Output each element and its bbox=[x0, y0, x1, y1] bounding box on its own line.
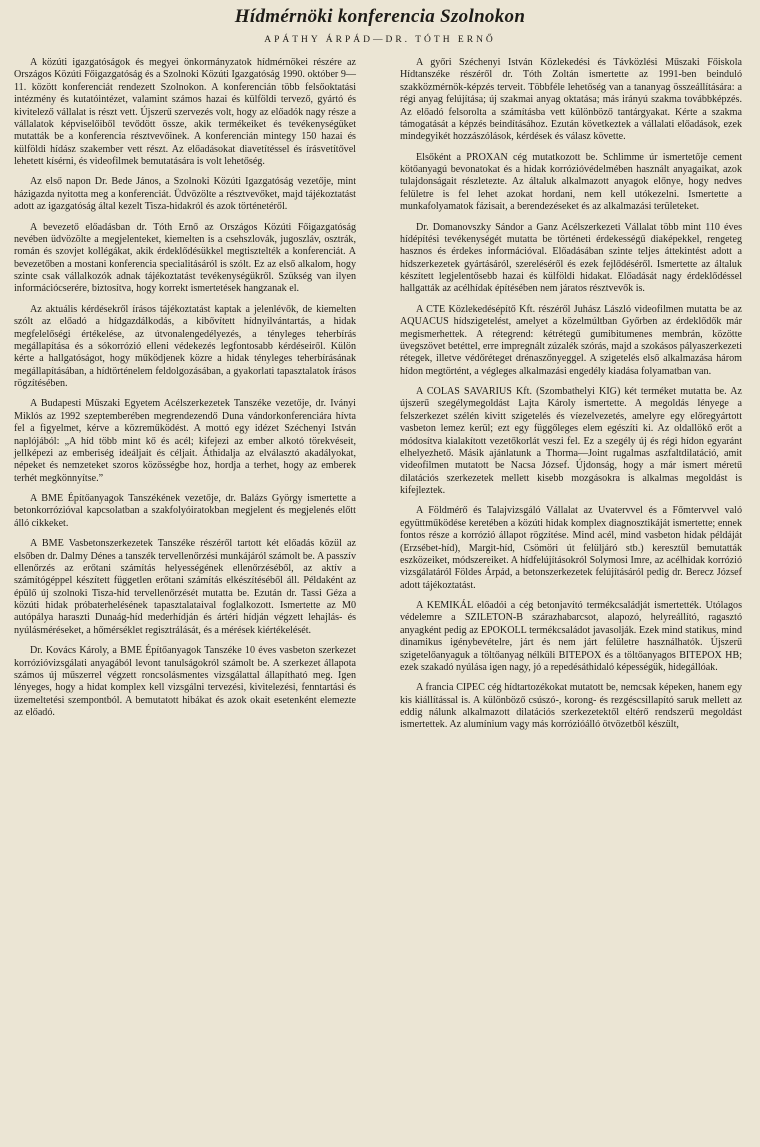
paragraph: Az első napon Dr. Bede János, a Szolnoki Közúti Igazgatóság vezetője, mint házigazda nyitotta meg a konferenciát. Üdvözölte a résztvevőket, majd tájékoztatást adott az igazgatóság által kezelt Tisza-hidakról és azok történetéről. bbox=[14, 176, 356, 213]
article-header bbox=[0, 0, 760, 52]
paragraph: Dr. Kovács Károly, a BME Építőanyagok Tanszéke 10 éves vasbeton szerkezet korrózióvizsgálati anyagából levont tanulságokról számolt be. A szerkezet állapota számos új műszerrel végzett roncsolásmentes vizsgálattal állapítható meg. Igen lényeges, hogy a hidat komplex kell vizsgálni tervezési, kivitelezési, fenntartási és üzemeltetési szempontból. A bemutatott hibákat és azok okait esetenként elemezte az előadó. bbox=[14, 645, 356, 718]
left-column bbox=[14, 57, 356, 727]
paragraph: Dr. Domanovszky Sándor a Ganz Acélszerkezeti Vállalat több mint 110 éves hídépítési tevékenységét mutatta be történeti érdekességű diaképekkel, rengeteg hasznos és érdekes információval. Előadásában szinte teljes áttekintést adott a hídszerkezetek gyártásáról, szereléséről és ezek fejlődéséről. Ismertette az általuk készített legjelentősebb hazai és külföldi hidakat. Előadását nagy érdeklődéssel hallgatták az acélhídak építésében nem járatos résztvevők is. bbox=[400, 221, 742, 295]
article-title: Hídmérnöki konferencia Szolnokon bbox=[234, 6, 526, 27]
article-authors: APÁTHY ÁRPÁD—DR. TÓTH ERNŐ bbox=[264, 35, 496, 45]
paragraph: A COLAS SAVARIUS Kft. (Szombathelyi KIG) két terméket mutatta be. Az újszerű szegélymegoldást Lajta Károly ismertette. A megoldás lényege a felszerkezet szélén kivitt szigetelés és víezelvezetés, amelyre egy előregyártott vasbeton lemez kerül; ezt egy függőleges elem egészíti ki. Az oldallökő erőt a módosítva kialakított vezetőkorlát veszi fel. Ez a szegély új és régi hídon egyaránt elhelyezhető. Másik ajánlatunk a Thorma—Joint rugalmas aszfaltdilatáció, amit videofilmen mutatott be Nacsa József. Újdonság, hogy a már ismert méretű dilatációs szerkezetek mellett kisebb mozgásokra is alkalmas megoldást is kifejleztek. bbox=[400, 386, 742, 496]
paragraph: A BME Vasbetonszerkezetek Tanszéke részéről tartott két előadás közül az elsőben dr. Dalmy Dénes a tanszék tervellenőrzési munkájáról számolt be. A passzív ellenőrzés az erőtani számítás helyességének ellenőrzéséből, az aktív a számítógéppel készített független erőtani számítás elkészítéséből áll. Példaként az épülő új szolnoki Tisza-híd tervellenőrzését mutatta be. Ezután dr. Tassi Géza a közúti hidak próbaterhelésének tapasztalataival foglalkozott. Ismertette az M0 autópálya haraszti Dunaág-híd mederhídján és ártéri hídján végzett lehajlás- és nyúlásméréseket, a hőmérséklet regisztrálását, és a mérések kiértékelését. bbox=[14, 538, 356, 636]
paragraph: A BME Építőanyagok Tanszékének vezetője, dr. Balázs György ismertette a betonkorrózióval kapcsolatban a szakfolyóiratokban megjelent és megjelenés előtt álló cikkeket. bbox=[14, 493, 356, 529]
paragraph: A bevezető előadásban dr. Tóth Ernő az Országos Közúti Főigazgatóság nevében üdvözölte a megjelenteket, kiemelten is a csehszlovák, jugoszláv, osztrák, román és szovjet kollégákat, akik érdeklődésükkel megtisztelték a konferenciát. A bevezetőben a mostani konferencia specialitásáról is szólt. Ez az első alkalom, hogy szinte csak vállalkozók adnak tájékoztatást tevékenységükről. Szükség van ilyen információcserére, biztosítva, hogy korrekt ismertetések hangzanak el. bbox=[14, 221, 356, 295]
paragraph: A francia CIPEC cég hídtartozékokat mutatott be, nemcsak képeken, hanem egy kis kiállítással is. A különböző csúszó-, korong- és rezgéscsillapító saruk mellett az eddig nálunk alkalmazott dilatációs szerkezetektől eltérő rendszerű megoldást ismertettek. Az alumínium vagy más korrózióálló ötvözetből készült, bbox=[400, 682, 742, 731]
right-column bbox=[400, 57, 742, 740]
paragraph: A Budapesti Műszaki Egyetem Acélszerkezetek Tanszéke vezetője, dr. Iványi Miklós az 1992 szeptemberében megrendezendő Duna vándorkonferenciára hívta fel a figyelmet, kérve a közreműködést. A mottó egy idézet Széchenyi István naplójából: „A híd több mint kő és acél; kifejezi az ember alkotó törekvéseit, jellképezi az emberiség ideáljait és céljait. Áthidalja az elválasztó akadályokat, népeket és nemzeteket szoros közösségbe hoz, hordja a terhet, hogy az emberek terhét megkönnyítse.” bbox=[14, 398, 356, 484]
paragraph: A győri Széchenyi István Közlekedési és Távközlési Műszaki Főiskola Hídtanszéke részéről dr. Tóth Zoltán ismertette az 1991-ben beinduló szakközmérnök-képzés terveit. Többféle lehetőség van a tananyag összeállítására: a régi anyag felújítása; új szakmai anyag oktatása; más irányú szakma továbbképzés. Az előadó felsorolta a számításba vett különböző tantárgyakat. Kérte a szakma támogatását a képzés beindításához. Ezután következtek a vállalati előadások, ezek mindegyikét hozzászólások, kérdések és válasz követte. bbox=[400, 57, 742, 143]
paragraph: A Földmérő és Talajvizsgáló Vállalat az Uvatervvel és a Főmtervvel való együttműködése keretében a közúti hidak komplex diagnosztikáját ismertette; ennek fontos része a korrózió állapot rögzítése. Mind acél, mind vasbeton hidak példáját (Erzsébet-híd), Margit-híd, Csömöri út felüljáró stb.) keresztül bemutatták eszközeiket, módszereiket. A hídfelújításokról Solymosi Imre, az acélhidak korrózió vizsgálatáról Földes Árpád, a betonszerkezetek felújításáról pedig dr. Berecz József adott tájékoztatást. bbox=[400, 505, 742, 591]
paragraph: A KEMIKÁL előadói a cég betonjavító termékcsaládját ismertették. Utólagos védelemre a SZILETON-B szárazhabarcsot, alapozó, helyreállító, ragasztó anyagként pedig az EPOKOLL termékcsaládot javasolják. Ezek mind statikus, mind dinamikus igénybevételre, járt és nem járt felületre használhatók. Újszerű szigetelőanyaguk a töltőanyag nélküli BITEPOX és a töltőanyagos BITEPOX HB; ezek szakadó nyúlása igen nagy, jó a repedésáthidaló képességük, hidegállóak. bbox=[400, 600, 742, 673]
paragraph: Az aktuális kérdésekről írásos tájékoztatást kaptak a jelenlévők, de kiemelten szólt az előadó a hídgazdálkodás, a kibővített hídnyilvántartás, a hidak megfelelőségi értékelése, az útvonalengedélyezés, a tényleges teherbírás megállapítása és a sókorrózió elleni védekezés legfontosabb kérdéseiről. Külön kérte a hallgatóságot, hogy működjenek közre a hidak tényleges teherbírásának megállapításában, a hídtörténelem feldolgozásában, a gyakorlati tapasztalatok írásos rögzítésében. bbox=[14, 303, 356, 389]
paragraph: A CTE Közlekedésépítő Kft. részéről Juhász László videofilmen mutatta be az AQUACUS hídszigetelést, amelyet a közelmúltban Győrben az érdeklődők már megismerhettek. A rétegrend: kétrétegű gumibitumenes membrán, közötte üvegszövet betéttel, erre impregnált zúzalék szórás, majd a szokásos pályaszerkezeti rétegek, illetve védőréteget drénaszőnyeggel. A szigetelés első alkalmazása három hídon megtörtént, a végleges alkalmazási engedély kiadása folyamatban van. bbox=[400, 303, 742, 377]
paragraph: A közúti igazgatóságok és megyei önkormányzatok hídmérnökei részére az Országos Közúti Főigazgatóság és a Szolnoki Közúti Igazgatóság 1990. október 9—11. között konferenciát rendezett Szolnokon. A konferencián több felsőoktatási intézmény és kutatóintézet, valamint számos hazai és külföldi tervező, gyártó és kivitelező vállalat is részt vett. Újszerű szervezés volt, hogy az előadók nagy része a vállalatok képviselőiből tevődött össze, akik termékeiket és tevékenységüket mutatták be a konferencia résztvevőinek. A konferencián mintegy 150 hazai és külföldi hídász szakember vett részt. Az előadásokat diavetítéssel és írásvetítővel lehetett kísérni, és videofilmek bemutatására is volt lehetőség. bbox=[14, 57, 356, 167]
paragraph: Elsőként a PROXAN cég mutatkozott be. Schlimme úr ismertetője cement kötőanyagú bevonatokat és a hidak korrózióvédelmében használt anyagaikat, azok tulajdonságait részletezte. Az általuk alkalmazott anyagok előnye, hogy nedves felületre is fel lehet azokat hordani, nem kell utókezelni. Ismertette a munkafolyamatok fázisait, a berendezéseket és az alkalmazási területeket. bbox=[400, 151, 742, 213]
